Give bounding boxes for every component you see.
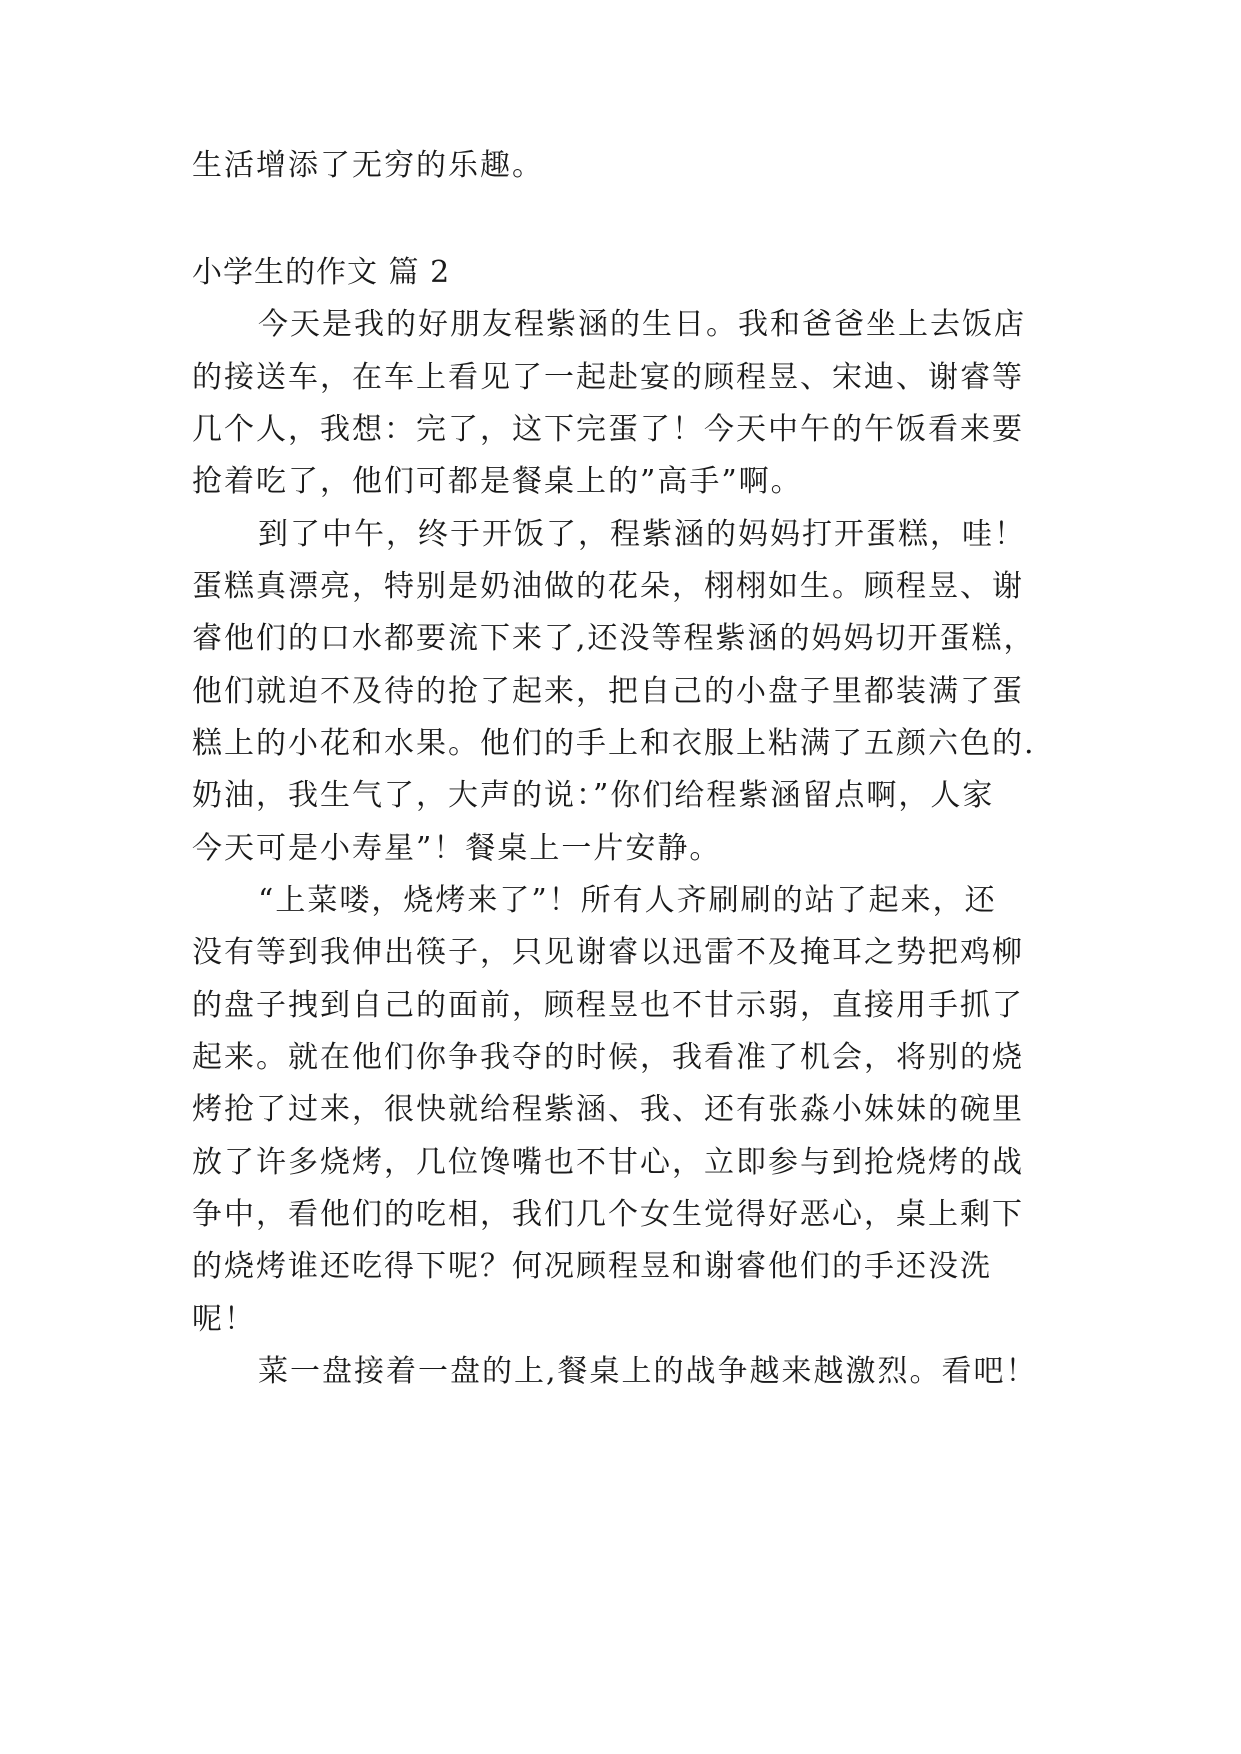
paragraph-3-line-1: “上菜喽，烧烤来了”！所有人齐刷刷的站了起来，还 xyxy=(258,883,997,918)
paragraph-2-line-4: 他们就迫不及待的抢了起来，把自己的小盘子里都装满了蛋 xyxy=(192,674,1024,709)
section-heading: 小学生的作文 篇 2 xyxy=(192,255,451,290)
paragraph-2-line-2: 蛋糕真漂亮，特别是奶油做的花朵，栩栩如生。顾程昱、谢 xyxy=(192,569,1024,604)
paragraph-3-line-3: 的盘子拽到自己的面前，顾程昱也不甘示弱，直接用手抓了 xyxy=(192,988,1024,1023)
paragraph-3-line-5: 烤抢了过来，很快就给程紫涵、我、还有张淼小妹妹的碗里 xyxy=(192,1092,1024,1127)
paragraph-2-line-6: 奶油，我生气了，大声的说：”你们给程紫涵留点啊，人家 xyxy=(192,778,995,813)
paragraph-1-line-1: 今天是我的好朋友程紫涵的生日。我和爸爸坐上去饭店 xyxy=(258,307,1026,342)
paragraph-3-line-6: 放了许多烧烤，几位馋嘴也不甘心，立即参与到抢烧烤的战 xyxy=(192,1145,1024,1180)
paragraph-1-line-2: 的接送车，在车上看见了一起赴宴的顾程昱、宋迪、谢睿等 xyxy=(192,360,1024,395)
paragraph-2-line-3: 睿他们的口水都要流下来了,还没等程紫涵的妈妈切开蛋糕， xyxy=(192,621,1036,656)
paragraph-3-line-8: 的烧烤谁还吃得下呢？何况顾程昱和谢睿他们的手还没洗 xyxy=(192,1249,992,1284)
paragraph-2-line-7: 今天可是小寿星”！餐桌上一片安静。 xyxy=(192,831,722,866)
paragraph-1-line-4: 抢着吃了，他们可都是餐桌上的”高手”啊。 xyxy=(192,464,803,499)
paragraph-3-line-2: 没有等到我伸出筷子，只见谢睿以迅雷不及掩耳之势把鸡柳 xyxy=(192,935,1024,970)
paragraph-3-line-4: 起来。就在他们你争我夺的时候，我看准了机会，将别的烧 xyxy=(192,1040,1024,1075)
paragraph-2-line-5: 糕上的小花和水果。他们的手上和衣服上粘满了五颜六色的. xyxy=(192,726,1036,761)
paragraph-2-line-1: 到了中午，终于开饭了，程紫涵的妈妈打开蛋糕，哇！ xyxy=(258,517,1026,552)
paragraph-3-line-9: 呢！ xyxy=(192,1302,256,1337)
paragraph-4-line-1: 菜一盘接着一盘的上,餐桌上的战争越来越激烈。看吧！ xyxy=(258,1354,1038,1389)
paragraph-3-line-7: 争中，看他们的吃相，我们几个女生觉得好恶心，桌上剩下 xyxy=(192,1197,1024,1232)
intro-line: 生活增添了无穷的乐趣。 xyxy=(192,148,544,183)
paragraph-1-line-3: 几个人，我想：完了，这下完蛋了！今天中午的午饭看来要 xyxy=(192,412,1024,447)
